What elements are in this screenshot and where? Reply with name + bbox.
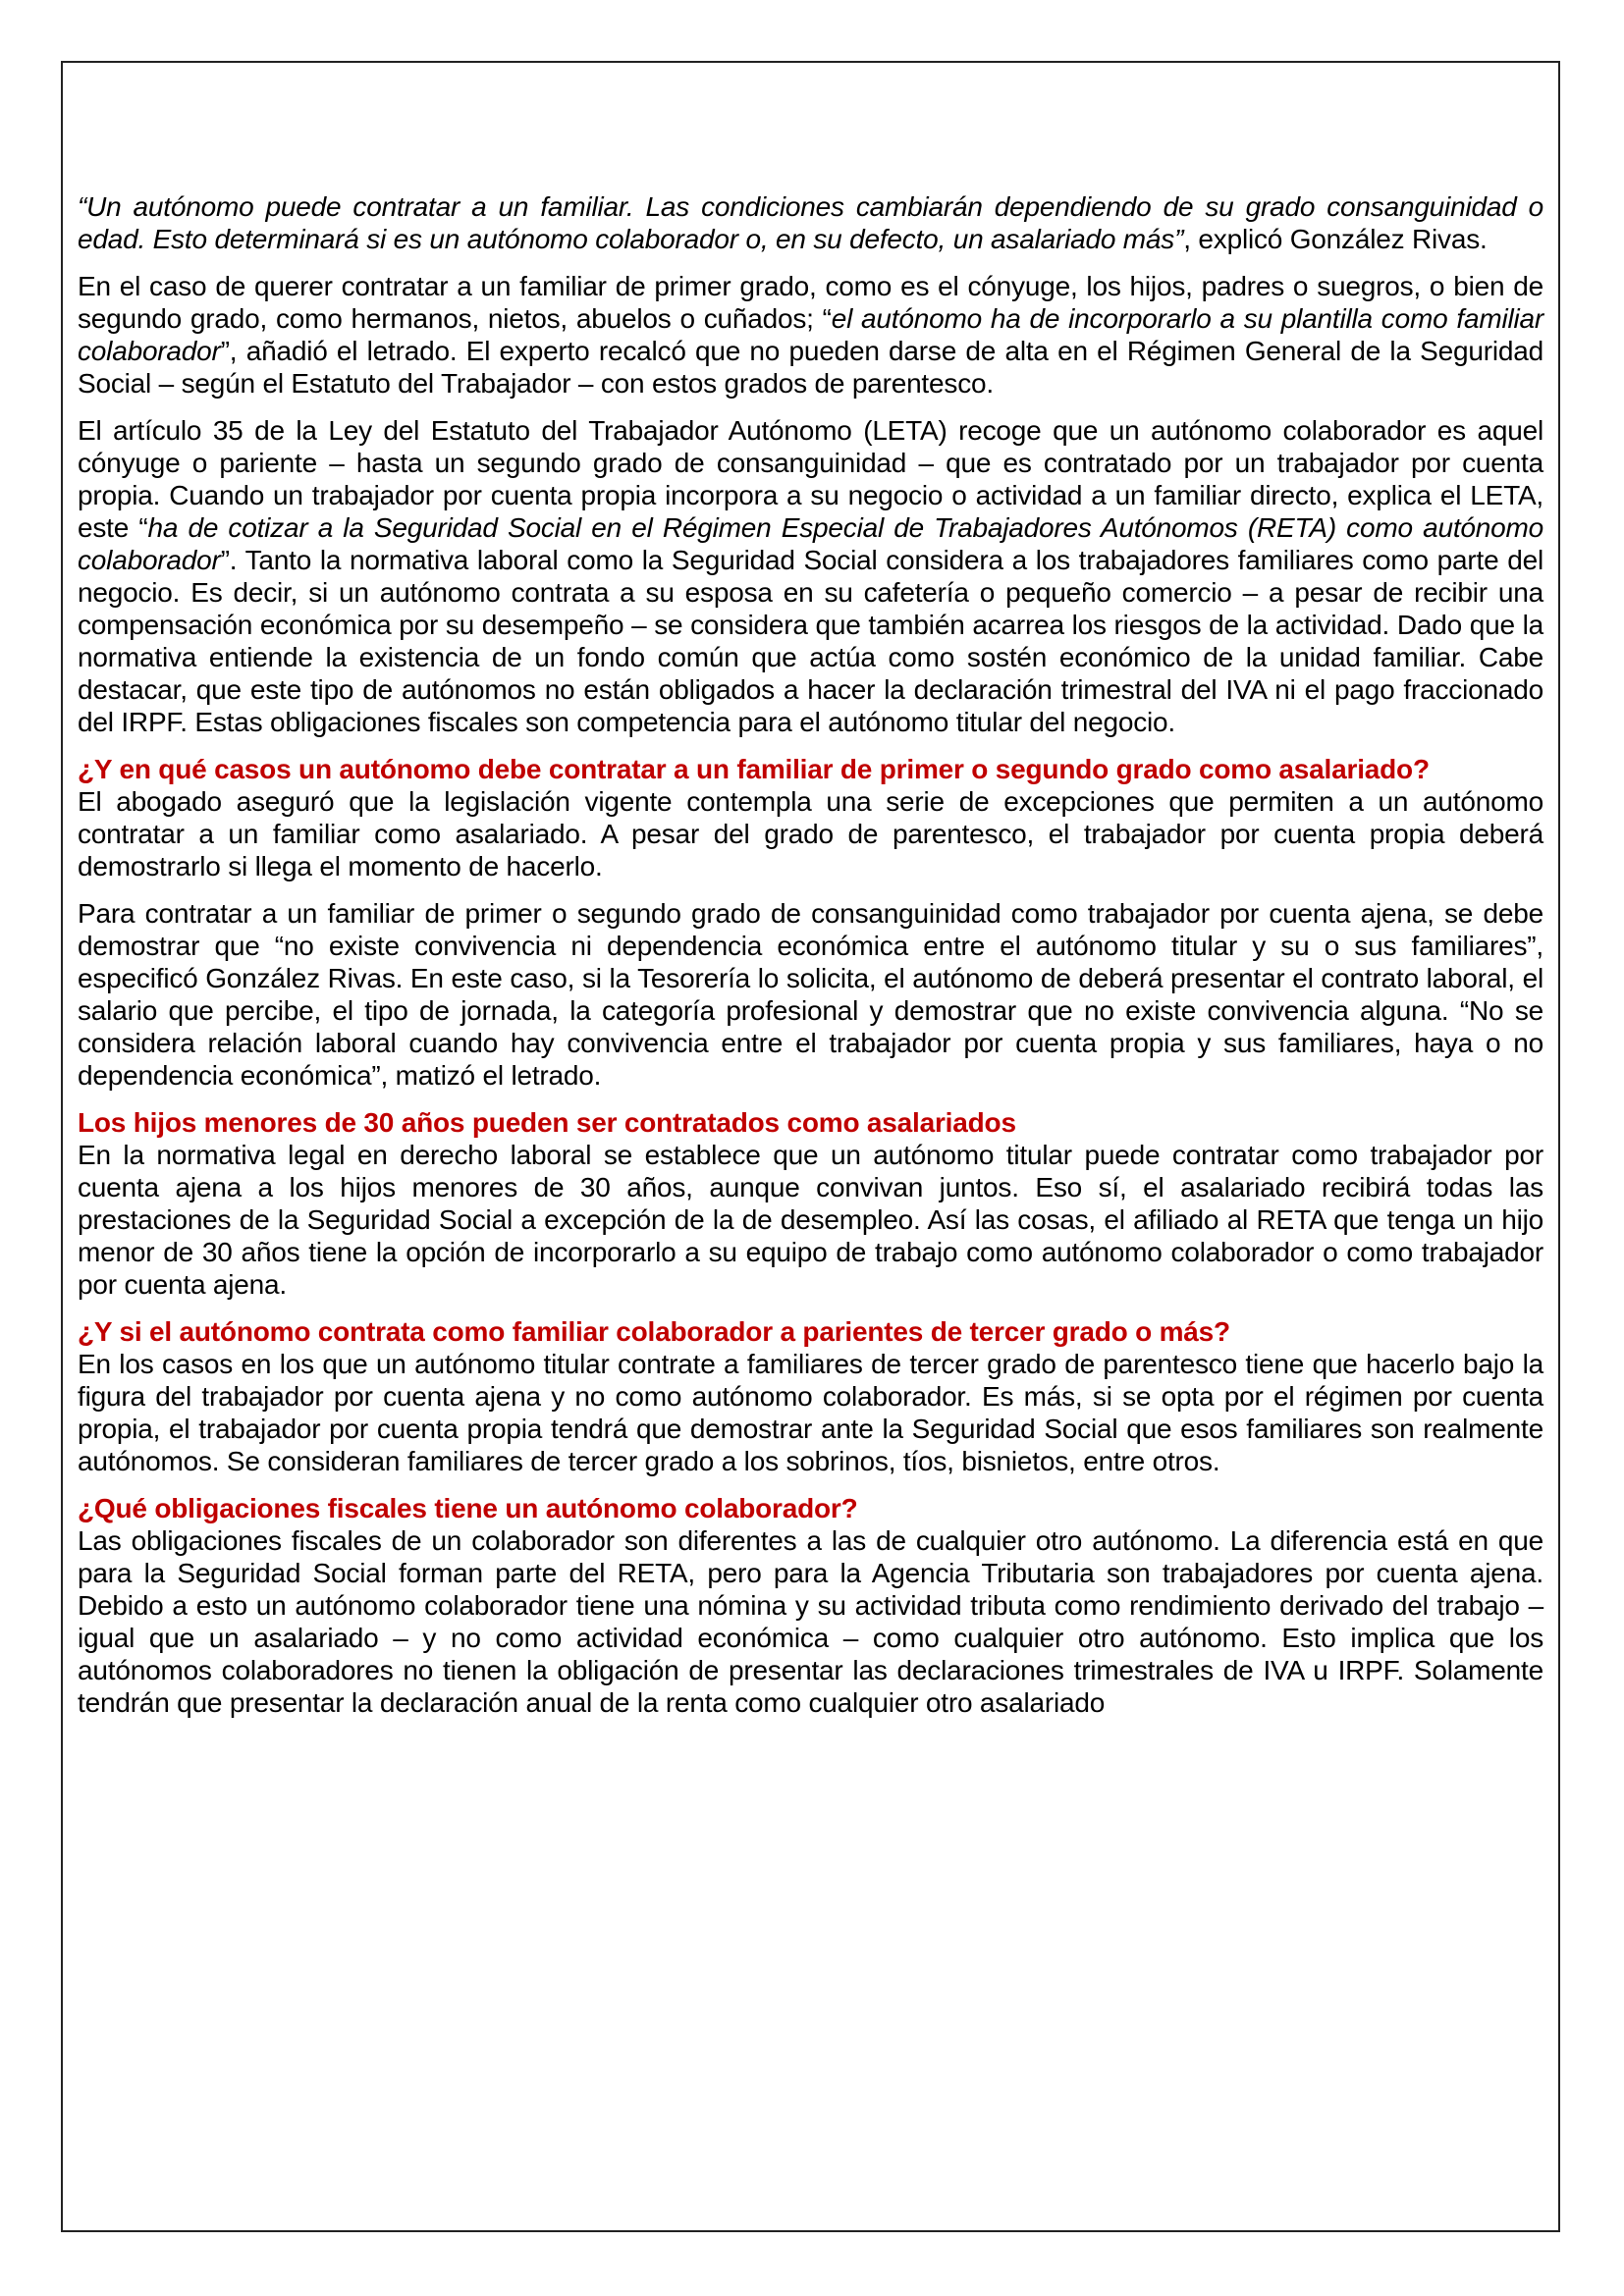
section-heading: ¿Y si el autónomo contrata como familiar colaborador a parientes de tercer grado o más? xyxy=(78,1316,1230,1347)
paragraph xyxy=(78,1348,1543,1477)
section-heading: Los hijos menores de 30 años pueden ser contratados como asalariados xyxy=(78,1107,1016,1138)
document-border-frame xyxy=(61,61,1560,2232)
body-text: El abogado aseguró que la legislación vigente contempla una serie de excepciones que permiten a un autónomo contratar a un familiar como asalariado. A pesar del grado de parentesco, el trabajador por cuenta propia deberá demostrarlo si llega el momento de hacerlo. xyxy=(78,786,1543,881)
body-text: En los casos en los que un autónomo titular contrate a familiares de tercer grado de parentesco tiene que hacerlo bajo la figura del trabajador por cuenta ajena y no como autónomo colaborador. Es más, si se opta por el régimen por cuenta propia, el trabajador por cuenta propia tendrá que demostrar ante la Seguridad Social que esos familiares son realmente autónomos. Se consideran familiares de tercer grado a los sobrinos, tíos, bisnietos, entre otros. xyxy=(78,1349,1543,1476)
paragraph xyxy=(78,270,1543,400)
body-text: ”. Tanto la normativa laboral como la Seguridad Social considera a los trabajadores familiares como parte del negocio. Es decir, si un autónomo contrata a su esposa en su cafetería o pequeño comercio – a pesar de recibir una compensación económica por su desempeño – se considera que también acarrea los riesgos de la actividad. Dado que la normativa entiende la existencia de un fondo común que actúa como sostén económico de la unidad familiar. Cabe destacar, que este tipo de autónomos no están obligados a hacer la declaración trimestral del IVA ni el pago fraccionado del IRPF. Estas obligaciones fiscales son competencia para el autónomo titular del negocio. xyxy=(78,545,1543,737)
quoted-italic-text: el autónomo ha de incorporarlo a su plantilla como familiar colaborador xyxy=(78,303,1543,366)
body-text: El artículo 35 de la Ley del Estatuto del Trabajador Autónomo (LETA) recoge que un autónomo colaborador es aquel cónyuge o pariente – hasta un segundo grado de consanguinidad – que es contratado por un trabajador por cuenta propia. Cuando un trabajador por cuenta propia incorpora a su negocio o actividad a un familiar directo, explica el LETA, este “ xyxy=(78,415,1543,543)
section-heading: ¿Y en qué casos un autónomo debe contratar a un familiar de primer o segundo grado como asalariado? xyxy=(78,754,1430,784)
section-heading: ¿Qué obligaciones fiscales tiene un autónomo colaborador? xyxy=(78,1493,858,1523)
paragraph xyxy=(78,414,1543,738)
paragraph xyxy=(78,1524,1543,1719)
quoted-italic-text: ha de cotizar a la Seguridad Social en el Régimen Especial de Trabajadores Autónomos (RETA) como autónomo colaborador xyxy=(78,512,1544,575)
body-text: , explicó González Rivas. xyxy=(1183,224,1488,254)
document-content xyxy=(63,63,1558,1719)
paragraph xyxy=(78,785,1543,882)
body-text: En la normativa legal en derecho laboral se establece que un autónomo titular puede contratar como trabajador por cuenta ajena a los hijos menores de 30 años, aunque convivan juntos. Eso sí, el asalariado recibirá todas las prestaciones de la Seguridad Social a excepción de la de desempleo. Así las cosas, el afiliado al RETA que tenga un hijo menor de 30 años tiene la opción de incorporarlo a su equipo de trabajo como autónomo colaborador o como trabajador por cuenta ajena. xyxy=(78,1140,1543,1300)
quoted-italic-text: “Un autónomo puede contratar a un familiar. Las condiciones cambiarán dependiendo de su grado consanguinidad o edad. Esto determinará si es un autónomo colaborador o, en su defecto, un asalariado más” xyxy=(78,191,1543,254)
body-text: Las obligaciones fiscales de un colaborador son diferentes a las de cualquier otro autónomo. La diferencia está en que para la Seguridad Social forman parte del RETA, pero para la Agencia Tributaria son trabajadores por cuenta ajena. Debido a esto un autónomo colaborador tiene una nómina y su actividad tributa como rendimiento derivado del trabajo – igual que un asalariado – y no como actividad económica – como cualquier otro autónomo. Esto implica que los autónomos colaboradores no tienen la obligación de presentar las declaraciones trimestrales de IVA u IRPF. Solamente tendrán que presentar la declaración anual de la renta como cualquier otro asalariado xyxy=(78,1525,1543,1718)
body-text: ”, añadió el letrado. El experto recalcó que no pueden darse de alta en el Régimen General de la Seguridad Social – según el Estatuto del Trabajador – con estos grados de parentesco. xyxy=(78,336,1543,399)
paragraph xyxy=(78,190,1543,255)
body-text: En el caso de querer contratar a un familiar de primer grado, como es el cónyuge, los hijos, padres o suegros, o bien de segundo grado, como hermanos, nietos, abuelos o cuñados; “ xyxy=(78,271,1543,334)
paragraph xyxy=(78,1139,1543,1301)
paragraph xyxy=(78,897,1543,1092)
body-text: Para contratar a un familiar de primer o segundo grado de consanguinidad como trabajador por cuenta ajena, se debe demostrar que “no existe convivencia ni dependencia económica entre el autónomo titular y su o sus familiares”, especificó González Rivas. En este caso, si la Tesorería lo solicita, el autónomo de deberá presentar el contrato laboral, el salario que percibe, el tipo de jornada, la categoría profesional y demostrar que no existe convivencia alguna. “No se considera relación laboral cuando hay convivencia entre el trabajador por cuenta propia y sus familiares, haya o no dependencia económica”, matizó el letrado. xyxy=(78,898,1543,1091)
